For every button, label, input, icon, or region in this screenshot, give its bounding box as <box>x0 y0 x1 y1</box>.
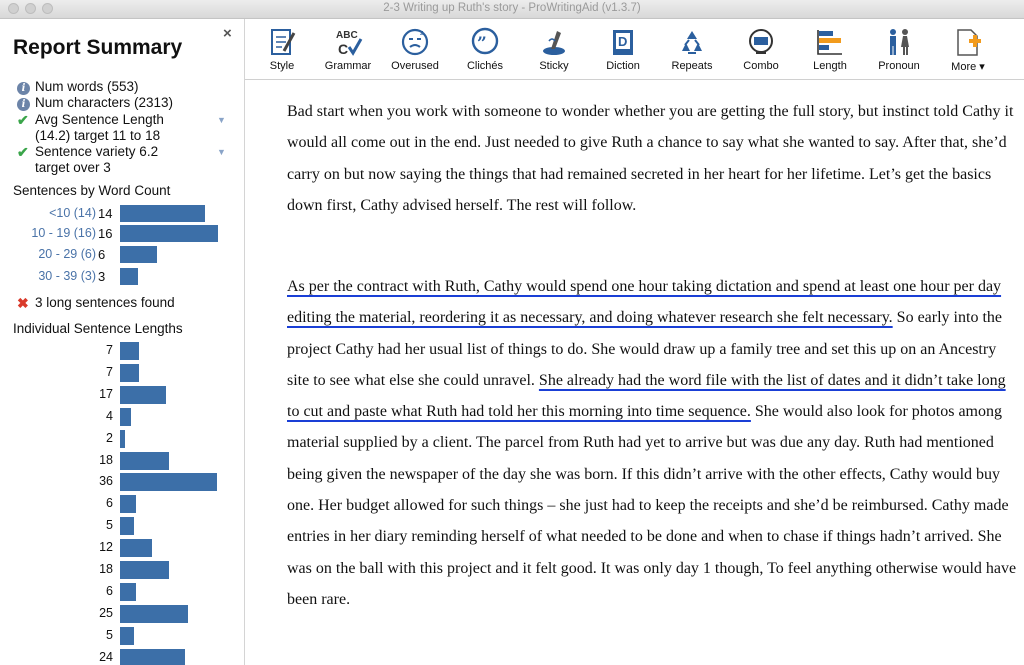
overused-icon <box>400 27 430 57</box>
pronoun-icon <box>884 27 914 57</box>
stat-num-characters: i Num characters (2313) <box>17 95 173 111</box>
sentence-length-bar[interactable] <box>120 452 169 470</box>
sentence-length-value: 25 <box>99 605 113 620</box>
long-sentences-warning: ✖ 3 long sentences found <box>17 295 175 311</box>
sentence-length-value: 17 <box>99 386 113 401</box>
report-summary-panel <box>0 19 245 665</box>
expand-chevron-down-icon[interactable]: ▼ <box>217 115 226 125</box>
sentence-length-value: 12 <box>99 540 113 555</box>
sentence-length-value: 24 <box>99 649 113 664</box>
more-icon <box>953 27 983 57</box>
sentence-lengths-section-title: Individual Sentence Lengths <box>13 321 183 336</box>
sentence-length-bar[interactable] <box>120 583 136 601</box>
svg-text:C: C <box>338 41 349 57</box>
stat-num-words: i Num words (553) <box>17 79 139 95</box>
expand-chevron-down-icon[interactable]: ▼ <box>217 147 226 157</box>
highlighted-long-sentence[interactable]: As per the contract with Ruth, Cathy would spend one hour taking dictation and spend at least one hour per day editing the material, reordering it as necessary, and doing whatever research she felt necessary. <box>287 278 1002 327</box>
word-count-value: 16 <box>98 225 113 241</box>
svg-text:”: ” <box>477 34 487 54</box>
paragraph-1[interactable]: Bad start when you work with someone to wonder whether you are getting the full story, but instinct told Cathy it would all come out in the end. Just needed to give Ruth a chance to say what she wanted to say. After that, she’d carry on but now saying the things that had remained secreted in her heart for her lifetime. Let’s get the basics down first, Cathy advised herself. The rest will follow. <box>287 103 1014 214</box>
word-count-bar <box>120 268 138 285</box>
pronoun-report-button[interactable]: Pronoun <box>862 19 936 79</box>
word-count-value: 6 <box>98 246 106 262</box>
sentence-length-value: 5 <box>106 518 113 533</box>
grammar-icon <box>333 27 363 57</box>
sentence-length-bar[interactable] <box>120 517 134 535</box>
length-icon <box>815 27 845 57</box>
check-icon: ✔ <box>17 112 29 128</box>
word-count-bar <box>120 225 218 242</box>
sentence-length-bar[interactable] <box>120 495 136 513</box>
word-count-value: 3 <box>98 268 106 284</box>
stat-avg-sentence-length: ✔ Avg Sentence Length (14.2) target 11 to 18 <box>17 112 164 143</box>
window-title: 2-3 Writing up Ruth's story - ProWritingAid (v1.3.7) <box>383 2 641 14</box>
sticky-report-button[interactable]: Sticky <box>517 19 591 79</box>
report-summary-title: Report Summary <box>13 36 183 59</box>
word-count-bar <box>120 205 205 222</box>
sticky-icon <box>539 27 569 57</box>
repeats-icon <box>677 27 707 57</box>
paragraph-2[interactable] <box>287 271 1017 615</box>
stat-sentence-variety: ✔ Sentence variety 6.2 target over 3 <box>17 144 159 175</box>
word-count-bar <box>120 246 157 263</box>
cliches-icon <box>470 27 500 57</box>
sentence-length-bar[interactable] <box>120 561 169 579</box>
sentence-length-bar[interactable] <box>120 364 139 382</box>
sentence-length-value: 5 <box>106 627 113 642</box>
report-toolbar <box>245 19 1024 80</box>
sentence-length-value: 4 <box>106 408 113 423</box>
document-editor[interactable] <box>245 80 1024 665</box>
sentence-length-value: 36 <box>99 474 113 489</box>
sentence-length-value: 2 <box>106 430 113 445</box>
length-report-button[interactable]: Length <box>793 19 867 79</box>
combo-icon <box>746 27 776 57</box>
sentence-length-bar[interactable] <box>120 649 185 665</box>
cross-icon: ✖ <box>17 295 29 311</box>
word-count-range-label[interactable]: 30 - 39 (3) <box>38 269 96 283</box>
style-icon <box>267 27 297 57</box>
check-icon: ✔ <box>17 144 29 160</box>
svg-text:ABC: ABC <box>336 30 358 41</box>
sentence-length-bar[interactable] <box>120 386 166 404</box>
info-icon[interactable]: i <box>17 82 30 95</box>
style-report-button[interactable]: Style <box>245 19 319 79</box>
word-count-section-title: Sentences by Word Count <box>13 183 171 198</box>
combo-report-button[interactable]: Combo <box>724 19 798 79</box>
sentence-length-bar[interactable] <box>120 627 134 645</box>
highlighted-long-sentence[interactable]: She already had the word file with the list of dates and it didn’t take long to cut and paste what Ruth had told her this morning into time sequence. <box>287 371 1006 421</box>
window-titlebar <box>0 0 1024 19</box>
sentence-length-bar[interactable] <box>120 539 152 557</box>
svg-text:D: D <box>618 34 628 49</box>
word-count-range-label[interactable]: 10 - 19 (16) <box>31 226 96 240</box>
sentence-length-bar[interactable] <box>120 342 139 360</box>
diction-report-button[interactable]: D Diction <box>586 19 660 79</box>
sentence-length-value: 7 <box>106 364 113 379</box>
info-icon[interactable]: i <box>17 98 30 111</box>
sentence-text: She would also look for photos among material supplied by a client. The parcel from Ruth had yet to arrive but was due any day. Ruth had mentioned being given the newspaper of the day she was born. If this didn’t arrive with the other effects, Cathy would buy one. Her budget allowed for such things – she just had to keep the receipts and she’d be reimbursed. Cathy made entries in her diary reminding herself of what needed to be done and when to chase if things hadn’t arrived. She was on the ball with this project and it felt good. It was only day 1 though, To feel anything otherwise would have been rare. <box>287 403 1017 608</box>
word-count-range-label[interactable]: 20 - 29 (6) <box>38 247 96 261</box>
sentence-length-bar[interactable] <box>120 430 125 448</box>
word-count-value: 14 <box>98 205 113 221</box>
grammar-report-button[interactable]: ABC C Grammar <box>311 19 385 79</box>
sentence-length-value: 18 <box>99 562 113 576</box>
sentence-length-value: 18 <box>99 452 113 467</box>
sentence-length-bar[interactable] <box>120 408 131 426</box>
sentence-length-bar[interactable] <box>120 473 217 491</box>
svg-text:z: z <box>420 30 424 37</box>
overused-report-button[interactable]: z Overused <box>378 19 452 79</box>
sentence-length-value: 6 <box>106 583 113 598</box>
repeats-report-button[interactable]: Repeats <box>655 19 729 79</box>
more-reports-button[interactable]: More ▾ <box>931 19 1005 79</box>
word-count-range-label[interactable]: <10 (14) <box>49 206 96 220</box>
diction-icon <box>608 27 638 57</box>
close-panel-icon[interactable]: × <box>223 25 232 42</box>
sentence-length-bar[interactable] <box>120 605 188 623</box>
sentence-text: So early into the project Cathy had her usual list of things to do. She would draw up a family tree and set this up on an Ancestry site to see what else she could unravel. <box>287 309 1002 389</box>
cliches-report-button[interactable]: ” Clichés <box>448 19 522 79</box>
sentence-length-value: 6 <box>106 496 113 511</box>
sentence-length-value: 7 <box>106 343 113 357</box>
